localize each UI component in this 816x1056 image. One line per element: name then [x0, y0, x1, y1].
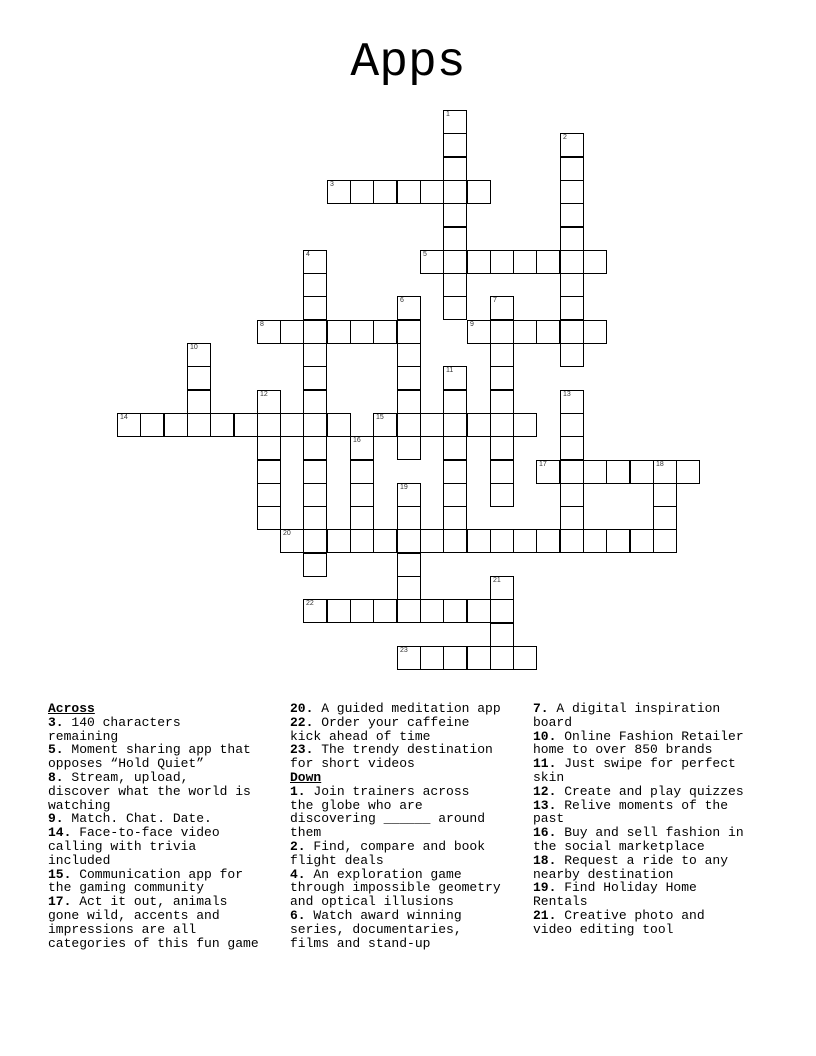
clue-item — [533, 730, 773, 758]
grid-cell[interactable] — [513, 529, 537, 553]
grid-cell[interactable] — [513, 646, 537, 670]
grid-cell[interactable] — [606, 529, 630, 553]
grid-cell[interactable] — [443, 133, 467, 157]
grid-cell[interactable] — [327, 320, 351, 344]
clue-text: Just swipe for perfect skin — [533, 756, 736, 785]
grid-cell[interactable] — [443, 413, 467, 437]
grid-cell[interactable] — [257, 390, 281, 414]
grid-cell[interactable] — [606, 460, 630, 484]
clue-item — [290, 840, 526, 868]
clue-text: A digital inspiration board — [533, 701, 721, 730]
clue-item — [533, 854, 773, 882]
grid-cell[interactable] — [303, 413, 327, 437]
clue-number: 6. — [290, 907, 306, 923]
clue-item — [290, 743, 526, 771]
clue-number-label: 2 — [563, 134, 567, 141]
grid-cell[interactable] — [373, 180, 397, 204]
grid-cell[interactable] — [303, 483, 327, 507]
clue-number-label: 15 — [376, 414, 384, 421]
grid-cell[interactable] — [443, 646, 467, 670]
grid-cell[interactable] — [513, 250, 537, 274]
clue-number: 18. — [533, 852, 557, 868]
clue-number-label: 9 — [470, 321, 474, 328]
grid-cell[interactable] — [327, 599, 351, 623]
clue-number: 10. — [533, 728, 557, 744]
clue-item — [533, 757, 773, 785]
clue-text: Order your caffeine kick ahead of time — [290, 714, 470, 744]
grid-cell[interactable] — [373, 320, 397, 344]
grid-cell[interactable] — [303, 296, 327, 320]
grid-cell[interactable] — [653, 529, 677, 553]
clue-number: 12. — [533, 783, 557, 799]
clue-number: 5. — [48, 742, 64, 758]
grid-cell[interactable] — [187, 343, 211, 367]
grid-cell[interactable] — [490, 576, 514, 600]
grid-cell[interactable] — [560, 529, 584, 553]
clue-item — [533, 702, 773, 730]
clue-item — [48, 826, 284, 867]
clue-number-label: 6 — [400, 297, 404, 304]
grid-cell[interactable] — [467, 529, 491, 553]
grid-cell[interactable] — [350, 599, 374, 623]
grid-cell[interactable] — [560, 250, 584, 274]
grid-cell[interactable] — [303, 529, 327, 553]
grid-cell[interactable] — [513, 320, 537, 344]
clue-text: A guided meditation app — [313, 701, 501, 716]
grid-cell[interactable] — [327, 529, 351, 553]
clue-number: 17. — [48, 894, 72, 910]
clue-number-label: 23 — [400, 647, 408, 654]
grid-cell[interactable] — [350, 506, 374, 530]
down-heading: Down — [290, 769, 322, 785]
grid-cell[interactable] — [350, 460, 374, 484]
clue-number-label: 5 — [423, 251, 427, 258]
clue-number: 9. — [48, 811, 64, 827]
grid-cell[interactable] — [234, 413, 258, 437]
clue-text: Creative photo and video editing tool — [533, 907, 705, 937]
grid-cell[interactable] — [560, 180, 584, 204]
grid-cell[interactable] — [560, 133, 584, 157]
grid-cell[interactable] — [257, 320, 281, 344]
clue-number: 4. — [290, 866, 306, 882]
grid-cell[interactable] — [560, 390, 584, 414]
grid-cell[interactable] — [350, 320, 374, 344]
grid-cell[interactable] — [676, 460, 700, 484]
grid-cell[interactable] — [420, 250, 444, 274]
clue-text: Buy and sell fashion in the social marketplace — [533, 825, 744, 854]
clue-item — [533, 826, 773, 854]
grid-cell[interactable] — [303, 553, 327, 577]
grid-cell[interactable] — [583, 460, 607, 484]
grid-cell[interactable] — [583, 529, 607, 553]
grid-cell[interactable] — [443, 366, 467, 390]
clue-number: 23. — [290, 742, 314, 758]
grid-cell[interactable] — [467, 250, 491, 274]
grid-cell[interactable] — [303, 506, 327, 530]
grid-cell[interactable] — [397, 180, 421, 204]
grid-cell[interactable] — [303, 366, 327, 390]
grid-cell[interactable] — [653, 506, 677, 530]
clues-column-1 — [48, 702, 284, 950]
grid-cell[interactable] — [397, 320, 421, 344]
grid-cell[interactable] — [420, 599, 444, 623]
grid-cell[interactable] — [490, 296, 514, 320]
grid-cell[interactable] — [490, 320, 514, 344]
clue-text: Communication app for the gaming community — [48, 866, 244, 896]
grid-cell[interactable] — [397, 646, 421, 670]
grid-cell[interactable] — [397, 506, 421, 530]
grid-cell[interactable] — [490, 646, 514, 670]
grid-cell[interactable] — [583, 320, 607, 344]
clue-number-label: 14 — [120, 414, 128, 421]
clue-text: Create and play quizzes — [556, 783, 744, 799]
clue-number-label: 4 — [306, 251, 310, 258]
grid-cell[interactable] — [397, 599, 421, 623]
clue-text: Moment sharing app that opposes “Hold Quiet” — [48, 742, 251, 772]
grid-cell[interactable] — [397, 553, 421, 577]
clue-text: The trendy destination for short videos — [290, 742, 493, 772]
clue-item — [290, 909, 526, 950]
clue-number-label: 20 — [283, 530, 291, 537]
clue-number-label: 13 — [563, 391, 571, 398]
grid-cell[interactable] — [630, 529, 654, 553]
across-clues-list — [48, 716, 284, 951]
grid-cell[interactable] — [420, 646, 444, 670]
clue-number-label: 21 — [493, 577, 501, 584]
grid-cell[interactable] — [397, 366, 421, 390]
grid-cell[interactable] — [467, 646, 491, 670]
grid-cell[interactable] — [397, 576, 421, 600]
grid-cell[interactable] — [560, 296, 584, 320]
clue-number: 20. — [290, 701, 314, 716]
grid-cell[interactable] — [560, 413, 584, 437]
grid-cell[interactable] — [280, 529, 304, 553]
grid-cell[interactable] — [210, 413, 234, 437]
grid-cell[interactable] — [280, 320, 304, 344]
grid-cell[interactable] — [536, 529, 560, 553]
grid-cell[interactable] — [397, 343, 421, 367]
grid-cell[interactable] — [327, 413, 351, 437]
clue-number-label: 19 — [400, 484, 408, 491]
grid-cell[interactable] — [373, 529, 397, 553]
grid-cell[interactable] — [443, 203, 467, 227]
grid-cell[interactable] — [257, 436, 281, 460]
grid-cell[interactable] — [327, 180, 351, 204]
clues-column-2 — [290, 702, 526, 950]
grid-cell[interactable] — [490, 483, 514, 507]
grid-cell[interactable] — [397, 436, 421, 460]
clue-item — [48, 771, 284, 812]
grid-cell[interactable] — [443, 390, 467, 414]
clue-number-label: 17 — [539, 461, 547, 468]
grid-cell[interactable] — [467, 599, 491, 623]
clue-number-label: 16 — [353, 437, 361, 444]
grid-cell[interactable] — [560, 436, 584, 460]
clue-text: Online Fashion Retailer home to over 850 brands — [533, 728, 744, 758]
grid-cell[interactable] — [490, 460, 514, 484]
grid-cell[interactable] — [303, 390, 327, 414]
grid-cell[interactable] — [443, 227, 467, 251]
grid-cell[interactable] — [303, 320, 327, 344]
grid-cell[interactable] — [443, 157, 467, 181]
grid-cell[interactable] — [490, 599, 514, 623]
clue-item — [48, 812, 284, 826]
clue-text: Watch award winning series, documentaries, films and stand-up — [290, 907, 462, 951]
grid-cell[interactable] — [490, 390, 514, 414]
puzzle-title: Apps — [350, 36, 466, 90]
grid-cell[interactable] — [443, 483, 467, 507]
grid-cell[interactable] — [467, 180, 491, 204]
grid-cell[interactable] — [443, 273, 467, 297]
grid-cell[interactable] — [560, 227, 584, 251]
clue-item — [533, 909, 773, 937]
clue-text: An exploration game through impossible geometry and optical illusions — [290, 866, 501, 910]
grid-cell[interactable] — [303, 273, 327, 297]
clue-text: 140 characters remaining — [48, 714, 181, 744]
grid-cell[interactable] — [630, 460, 654, 484]
grid-cell[interactable] — [350, 529, 374, 553]
grid-cell[interactable] — [350, 180, 374, 204]
clue-item — [290, 785, 526, 840]
grid-cell[interactable] — [397, 529, 421, 553]
clue-number: 11. — [533, 756, 557, 772]
grid-cell[interactable] — [303, 599, 327, 623]
clue-number: 1. — [290, 783, 306, 799]
clue-number-label: 3 — [330, 181, 334, 188]
grid-cell[interactable] — [140, 413, 164, 437]
clue-item — [533, 881, 773, 909]
grid-cell[interactable] — [560, 157, 584, 181]
grid-cell[interactable] — [397, 390, 421, 414]
grid-cell[interactable] — [257, 483, 281, 507]
grid-cell[interactable] — [420, 180, 444, 204]
grid-cell[interactable] — [187, 413, 211, 437]
clue-number: 2. — [290, 838, 306, 854]
grid-cell[interactable] — [653, 483, 677, 507]
clues-column-3 — [533, 702, 773, 937]
clue-text: Request a ride to any nearby destination — [533, 852, 729, 882]
grid-cell[interactable] — [560, 343, 584, 367]
grid-cell[interactable] — [443, 506, 467, 530]
grid-cell[interactable] — [560, 320, 584, 344]
clue-text: Stream, upload, discover what the world is watching — [48, 769, 251, 813]
grid-cell[interactable] — [350, 436, 374, 460]
clue-item — [290, 868, 526, 909]
grid-cell[interactable] — [560, 460, 584, 484]
grid-cell[interactable] — [303, 460, 327, 484]
grid-cell[interactable] — [443, 436, 467, 460]
clue-text: Act it out, animals gone wild, accents and impressions are all categories of this fun game — [48, 894, 259, 951]
grid-cell[interactable] — [443, 296, 467, 320]
grid-cell[interactable] — [420, 529, 444, 553]
grid-cell[interactable] — [280, 413, 304, 437]
clue-item — [290, 702, 526, 716]
clue-number: 7. — [533, 701, 549, 716]
clue-item — [48, 895, 284, 950]
grid-cell[interactable] — [490, 366, 514, 390]
clue-text: Match. Chat. Date. — [63, 811, 212, 827]
clue-item — [48, 868, 284, 896]
clue-item — [48, 716, 284, 744]
clue-number: 15. — [48, 866, 72, 882]
clue-number: 3. — [48, 714, 64, 730]
clue-number: 22. — [290, 714, 314, 730]
clue-text: Face-to-face video calling with trivia included — [48, 825, 220, 868]
grid-cell[interactable] — [257, 460, 281, 484]
grid-cell[interactable] — [187, 366, 211, 390]
clue-number: 14. — [48, 825, 72, 841]
clue-number-label: 11 — [446, 367, 454, 374]
grid-cell[interactable] — [490, 623, 514, 647]
clue-text: Find Holiday Home Rentals — [533, 880, 697, 910]
grid-cell[interactable] — [536, 320, 560, 344]
across-clues-continued — [290, 702, 526, 771]
clue-number: 21. — [533, 907, 557, 923]
clue-number-label: 12 — [260, 391, 268, 398]
clue-number-label: 8 — [260, 321, 264, 328]
grid-cell[interactable] — [560, 273, 584, 297]
grid-cell[interactable] — [443, 110, 467, 134]
clue-text: Find, compare and book flight deals — [290, 838, 486, 868]
grid-cell[interactable] — [443, 599, 467, 623]
clue-item — [48, 743, 284, 771]
grid-cell[interactable] — [653, 460, 677, 484]
grid-cell[interactable] — [560, 203, 584, 227]
grid-cell[interactable] — [373, 413, 397, 437]
grid-cell[interactable] — [257, 506, 281, 530]
grid-cell[interactable] — [164, 413, 188, 437]
clue-number-label: 10 — [190, 344, 198, 351]
grid-cell[interactable] — [583, 250, 607, 274]
grid-cell[interactable] — [420, 413, 444, 437]
clue-text: Relive moments of the past — [533, 797, 729, 827]
clue-item — [533, 785, 773, 799]
grid-cell[interactable] — [467, 320, 491, 344]
grid-cell[interactable] — [490, 343, 514, 367]
clue-number: 16. — [533, 825, 557, 841]
grid-cell[interactable] — [490, 250, 514, 274]
down-clues-list — [290, 785, 526, 951]
across-heading: Across — [48, 701, 95, 716]
clue-number: 13. — [533, 797, 557, 813]
grid-cell[interactable] — [443, 180, 467, 204]
clue-text: Join trainers across the globe who are discovering ______ around them — [290, 783, 486, 841]
clue-number: 8. — [48, 769, 64, 785]
clue-item — [290, 716, 526, 744]
grid-cell[interactable] — [490, 413, 514, 437]
grid-cell[interactable] — [536, 250, 560, 274]
grid-cell[interactable] — [117, 413, 141, 437]
grid-cell[interactable] — [303, 436, 327, 460]
grid-cell[interactable] — [443, 529, 467, 553]
grid-cell[interactable] — [443, 460, 467, 484]
clue-item — [533, 799, 773, 827]
grid-cell[interactable] — [560, 483, 584, 507]
grid-cell[interactable] — [373, 599, 397, 623]
grid-cell[interactable] — [303, 250, 327, 274]
grid-cell[interactable] — [350, 483, 374, 507]
grid-cell[interactable] — [397, 483, 421, 507]
grid-cell[interactable] — [257, 413, 281, 437]
grid-cell[interactable] — [397, 296, 421, 320]
grid-cell[interactable] — [536, 460, 560, 484]
grid-cell[interactable] — [560, 506, 584, 530]
clue-number-label: 18 — [656, 461, 664, 468]
grid-cell[interactable] — [490, 529, 514, 553]
grid-cell[interactable] — [467, 413, 491, 437]
clue-number-label: 22 — [306, 600, 314, 607]
grid-cell[interactable] — [187, 390, 211, 414]
down-clues-continued — [533, 702, 773, 937]
grid-cell[interactable] — [303, 343, 327, 367]
grid-cell[interactable] — [443, 250, 467, 274]
clue-number: 19. — [533, 880, 557, 896]
grid-cell[interactable] — [513, 413, 537, 437]
grid-cell[interactable] — [397, 413, 421, 437]
clue-number-label: 7 — [493, 297, 497, 304]
clue-number-label: 1 — [446, 111, 450, 118]
grid-cell[interactable] — [490, 436, 514, 460]
